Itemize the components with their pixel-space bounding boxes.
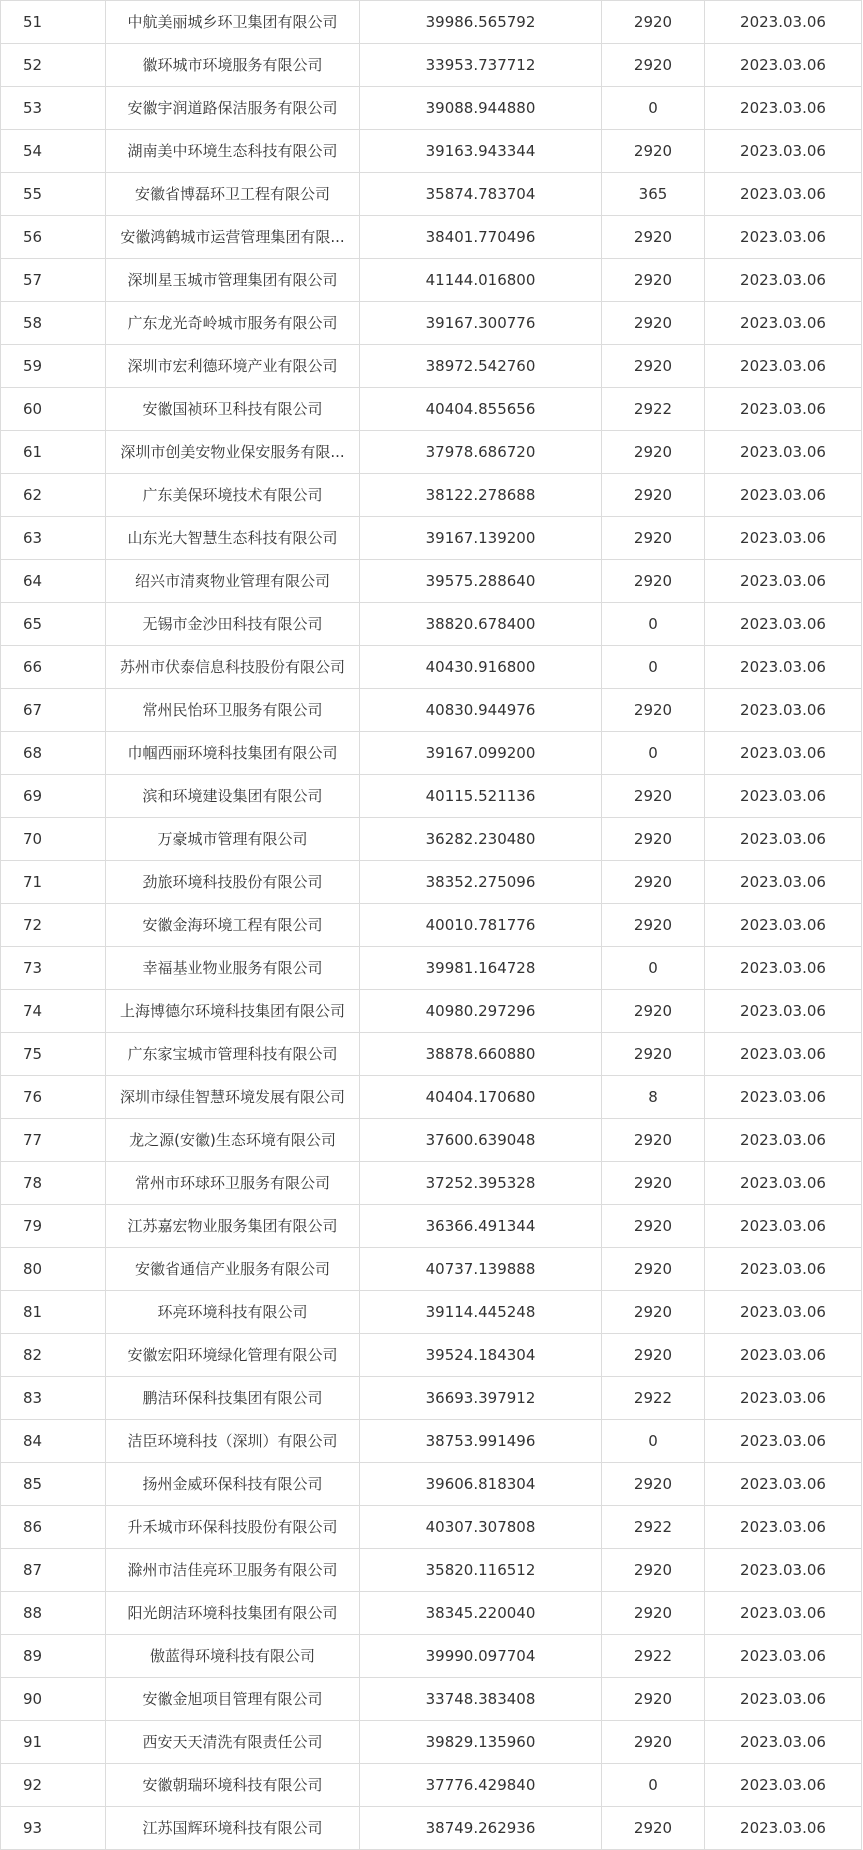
- row-number-cell: 56: [1, 216, 106, 259]
- bid-price-cell: 38820.678400: [360, 603, 602, 646]
- date-cell: 2023.03.06: [705, 1076, 862, 1119]
- days-cell: 0: [602, 646, 705, 689]
- date-cell: 2023.03.06: [705, 1119, 862, 1162]
- bid-price-cell: 40307.307808: [360, 1506, 602, 1549]
- row-number-cell: 91: [1, 1721, 106, 1764]
- bid-price-cell: 38122.278688: [360, 474, 602, 517]
- bid-price-cell: 38753.991496: [360, 1420, 602, 1463]
- table-row: [1, 431, 862, 474]
- date-cell: 2023.03.06: [705, 1162, 862, 1205]
- date-cell: 2023.03.06: [705, 517, 862, 560]
- days-cell: 365: [602, 173, 705, 216]
- date-cell: 2023.03.06: [705, 732, 862, 775]
- bid-price-cell: 39167.099200: [360, 732, 602, 775]
- days-cell: 2920: [602, 1807, 705, 1850]
- bid-price-cell: 38749.262936: [360, 1807, 602, 1850]
- row-number-cell: 90: [1, 1678, 106, 1721]
- table-row: [1, 1162, 862, 1205]
- days-cell: 2920: [602, 1291, 705, 1334]
- date-cell: 2023.03.06: [705, 216, 862, 259]
- table-row: [1, 646, 862, 689]
- date-cell: 2023.03.06: [705, 689, 862, 732]
- days-cell: 0: [602, 603, 705, 646]
- company-name-cell: 安徽金旭项目管理有限公司: [106, 1678, 360, 1721]
- table-row: [1, 1721, 862, 1764]
- row-number-cell: 93: [1, 1807, 106, 1850]
- row-number-cell: 78: [1, 1162, 106, 1205]
- table-row: [1, 87, 862, 130]
- date-cell: 2023.03.06: [705, 345, 862, 388]
- bid-price-cell: 37776.429840: [360, 1764, 602, 1807]
- date-cell: 2023.03.06: [705, 1635, 862, 1678]
- bid-price-cell: 40010.781776: [360, 904, 602, 947]
- days-cell: 2920: [602, 1592, 705, 1635]
- days-cell: 2920: [602, 1721, 705, 1764]
- date-cell: 2023.03.06: [705, 861, 862, 904]
- company-name-cell: 阳光朗洁环境科技集团有限公司: [106, 1592, 360, 1635]
- row-number-cell: 69: [1, 775, 106, 818]
- company-name-cell: 湖南美中环境生态科技有限公司: [106, 130, 360, 173]
- date-cell: 2023.03.06: [705, 1549, 862, 1592]
- table-row: [1, 1033, 862, 1076]
- row-number-cell: 65: [1, 603, 106, 646]
- days-cell: 0: [602, 732, 705, 775]
- bid-price-cell: 40737.139888: [360, 1248, 602, 1291]
- row-number-cell: 62: [1, 474, 106, 517]
- row-number-cell: 75: [1, 1033, 106, 1076]
- bid-price-cell: 37978.686720: [360, 431, 602, 474]
- row-number-cell: 73: [1, 947, 106, 990]
- table-row: [1, 1334, 862, 1377]
- bid-price-cell: 36366.491344: [360, 1205, 602, 1248]
- date-cell: 2023.03.06: [705, 1291, 862, 1334]
- company-name-cell: 洁臣环境科技（深圳）有限公司: [106, 1420, 360, 1463]
- bid-price-cell: 40430.916800: [360, 646, 602, 689]
- date-cell: 2023.03.06: [705, 990, 862, 1033]
- row-number-cell: 77: [1, 1119, 106, 1162]
- company-name-cell: 扬州金威环保科技有限公司: [106, 1463, 360, 1506]
- days-cell: 2920: [602, 990, 705, 1033]
- table-row: [1, 44, 862, 87]
- date-cell: 2023.03.06: [705, 1033, 862, 1076]
- row-number-cell: 84: [1, 1420, 106, 1463]
- days-cell: 2922: [602, 1635, 705, 1678]
- row-number-cell: 61: [1, 431, 106, 474]
- table-row: [1, 990, 862, 1033]
- days-cell: 2920: [602, 861, 705, 904]
- row-number-cell: 58: [1, 302, 106, 345]
- days-cell: 2920: [602, 1678, 705, 1721]
- date-cell: 2023.03.06: [705, 904, 862, 947]
- date-cell: 2023.03.06: [705, 603, 862, 646]
- row-number-cell: 83: [1, 1377, 106, 1420]
- days-cell: 2920: [602, 474, 705, 517]
- company-name-cell: 安徽鸿鹤城市运营管理集团有限...: [106, 216, 360, 259]
- days-cell: 2922: [602, 1506, 705, 1549]
- date-cell: 2023.03.06: [705, 44, 862, 87]
- table-row: [1, 1764, 862, 1807]
- bid-price-cell: 38878.660880: [360, 1033, 602, 1076]
- company-name-cell: 广东家宝城市管理科技有限公司: [106, 1033, 360, 1076]
- date-cell: 2023.03.06: [705, 1420, 862, 1463]
- company-name-cell: 龙之源(安徽)生态环境有限公司: [106, 1119, 360, 1162]
- bid-price-cell: 39114.445248: [360, 1291, 602, 1334]
- days-cell: 8: [602, 1076, 705, 1119]
- table-row: [1, 1076, 862, 1119]
- days-cell: 2920: [602, 345, 705, 388]
- company-name-cell: 常州民怡环卫服务有限公司: [106, 689, 360, 732]
- row-number-cell: 67: [1, 689, 106, 732]
- company-name-cell: 滁州市洁佳亮环卫服务有限公司: [106, 1549, 360, 1592]
- table-row: [1, 1291, 862, 1334]
- company-name-cell: 万豪城市管理有限公司: [106, 818, 360, 861]
- row-number-cell: 70: [1, 818, 106, 861]
- company-name-cell: 深圳市绿佳智慧环境发展有限公司: [106, 1076, 360, 1119]
- days-cell: 0: [602, 1420, 705, 1463]
- row-number-cell: 92: [1, 1764, 106, 1807]
- company-name-cell: 劲旅环境科技股份有限公司: [106, 861, 360, 904]
- bid-price-cell: 38352.275096: [360, 861, 602, 904]
- row-number-cell: 80: [1, 1248, 106, 1291]
- company-name-cell: 江苏嘉宏物业服务集团有限公司: [106, 1205, 360, 1248]
- bid-price-cell: 39606.818304: [360, 1463, 602, 1506]
- table-row: [1, 904, 862, 947]
- company-name-cell: 无锡市金沙田科技有限公司: [106, 603, 360, 646]
- bid-price-cell: 40830.944976: [360, 689, 602, 732]
- bid-price-cell: 41144.016800: [360, 259, 602, 302]
- row-number-cell: 74: [1, 990, 106, 1033]
- days-cell: 2922: [602, 388, 705, 431]
- table-row: [1, 1592, 862, 1635]
- row-number-cell: 51: [1, 1, 106, 44]
- bid-price-cell: 33748.383408: [360, 1678, 602, 1721]
- days-cell: 0: [602, 87, 705, 130]
- bid-price-cell: 35820.116512: [360, 1549, 602, 1592]
- table-row: [1, 1248, 862, 1291]
- table-row: [1, 818, 862, 861]
- table-row: [1, 775, 862, 818]
- date-cell: 2023.03.06: [705, 1248, 862, 1291]
- row-number-cell: 71: [1, 861, 106, 904]
- date-cell: 2023.03.06: [705, 775, 862, 818]
- date-cell: 2023.03.06: [705, 560, 862, 603]
- date-cell: 2023.03.06: [705, 431, 862, 474]
- date-cell: 2023.03.06: [705, 388, 862, 431]
- table-row: [1, 517, 862, 560]
- date-cell: 2023.03.06: [705, 818, 862, 861]
- bid-price-cell: 39167.139200: [360, 517, 602, 560]
- date-cell: 2023.03.06: [705, 173, 862, 216]
- row-number-cell: 85: [1, 1463, 106, 1506]
- bid-price-cell: 39990.097704: [360, 1635, 602, 1678]
- days-cell: 2920: [602, 1463, 705, 1506]
- company-name-cell: 安徽宇润道路保洁服务有限公司: [106, 87, 360, 130]
- bid-price-cell: 39163.943344: [360, 130, 602, 173]
- row-number-cell: 72: [1, 904, 106, 947]
- bid-price-cell: 35874.783704: [360, 173, 602, 216]
- date-cell: 2023.03.06: [705, 1377, 862, 1420]
- row-number-cell: 66: [1, 646, 106, 689]
- table-row: [1, 345, 862, 388]
- company-name-cell: 深圳市宏利德环境产业有限公司: [106, 345, 360, 388]
- days-cell: 2920: [602, 216, 705, 259]
- date-cell: 2023.03.06: [705, 130, 862, 173]
- table-row: [1, 1, 862, 44]
- bid-price-cell: 39088.944880: [360, 87, 602, 130]
- row-number-cell: 60: [1, 388, 106, 431]
- table-row: [1, 173, 862, 216]
- row-number-cell: 88: [1, 1592, 106, 1635]
- days-cell: 2920: [602, 44, 705, 87]
- table-row: [1, 1549, 862, 1592]
- company-name-cell: 升禾城市环保科技股份有限公司: [106, 1506, 360, 1549]
- row-number-cell: 59: [1, 345, 106, 388]
- row-number-cell: 81: [1, 1291, 106, 1334]
- row-number-cell: 79: [1, 1205, 106, 1248]
- bid-price-cell: 39167.300776: [360, 302, 602, 345]
- table-row: [1, 1119, 862, 1162]
- table-row: [1, 1635, 862, 1678]
- days-cell: 2920: [602, 1033, 705, 1076]
- bid-price-cell: 40115.521136: [360, 775, 602, 818]
- company-name-cell: 苏州市伏泰信息科技股份有限公司: [106, 646, 360, 689]
- table-row: [1, 388, 862, 431]
- company-name-cell: 安徽金海环境工程有限公司: [106, 904, 360, 947]
- days-cell: 2920: [602, 1, 705, 44]
- days-cell: 2920: [602, 1549, 705, 1592]
- company-name-cell: 巾帼西丽环境科技集团有限公司: [106, 732, 360, 775]
- bid-price-cell: 40404.855656: [360, 388, 602, 431]
- row-number-cell: 68: [1, 732, 106, 775]
- table-row: [1, 130, 862, 173]
- days-cell: 2920: [602, 1119, 705, 1162]
- days-cell: 2922: [602, 1377, 705, 1420]
- days-cell: 2920: [602, 431, 705, 474]
- company-name-cell: 上海博德尔环境科技集团有限公司: [106, 990, 360, 1033]
- days-cell: 2920: [602, 302, 705, 345]
- date-cell: 2023.03.06: [705, 1764, 862, 1807]
- table-row: [1, 1420, 862, 1463]
- days-cell: 2920: [602, 259, 705, 302]
- date-cell: 2023.03.06: [705, 1678, 862, 1721]
- row-number-cell: 89: [1, 1635, 106, 1678]
- bid-price-cell: 39575.288640: [360, 560, 602, 603]
- company-name-cell: 安徽宏阳环境绿化管理有限公司: [106, 1334, 360, 1377]
- date-cell: 2023.03.06: [705, 474, 862, 517]
- date-cell: 2023.03.06: [705, 1463, 862, 1506]
- table-row: [1, 302, 862, 345]
- bid-price-cell: 39524.184304: [360, 1334, 602, 1377]
- days-cell: 2920: [602, 1334, 705, 1377]
- bid-price-cell: 36693.397912: [360, 1377, 602, 1420]
- bid-price-cell: 39829.135960: [360, 1721, 602, 1764]
- company-name-cell: 江苏国辉环境科技有限公司: [106, 1807, 360, 1850]
- company-name-cell: 绍兴市清爽物业管理有限公司: [106, 560, 360, 603]
- company-name-cell: 安徽国祯环卫科技有限公司: [106, 388, 360, 431]
- table-row: [1, 1678, 862, 1721]
- days-cell: 2920: [602, 1205, 705, 1248]
- company-name-cell: 广东龙光奇岭城市服务有限公司: [106, 302, 360, 345]
- date-cell: 2023.03.06: [705, 1205, 862, 1248]
- date-cell: 2023.03.06: [705, 1506, 862, 1549]
- date-cell: 2023.03.06: [705, 259, 862, 302]
- row-number-cell: 86: [1, 1506, 106, 1549]
- table-row: [1, 1377, 862, 1420]
- row-number-cell: 82: [1, 1334, 106, 1377]
- company-name-cell: 安徽省博磊环卫工程有限公司: [106, 173, 360, 216]
- bid-price-cell: 38401.770496: [360, 216, 602, 259]
- company-name-cell: 滨和环境建设集团有限公司: [106, 775, 360, 818]
- company-name-cell: 中航美丽城乡环卫集团有限公司: [106, 1, 360, 44]
- days-cell: 2920: [602, 1248, 705, 1291]
- days-cell: 2920: [602, 1162, 705, 1205]
- company-name-cell: 傲蓝得环境科技有限公司: [106, 1635, 360, 1678]
- bid-price-cell: 37600.639048: [360, 1119, 602, 1162]
- row-number-cell: 57: [1, 259, 106, 302]
- company-name-cell: 山东光大智慧生态科技有限公司: [106, 517, 360, 560]
- table-row: [1, 861, 862, 904]
- row-number-cell: 55: [1, 173, 106, 216]
- bid-price-cell: 39981.164728: [360, 947, 602, 990]
- company-name-cell: 环亮环境科技有限公司: [106, 1291, 360, 1334]
- company-name-cell: 深圳星玉城市管理集团有限公司: [106, 259, 360, 302]
- table-row: [1, 1807, 862, 1850]
- bid-price-cell: 37252.395328: [360, 1162, 602, 1205]
- days-cell: 2920: [602, 560, 705, 603]
- bid-price-cell: 40404.170680: [360, 1076, 602, 1119]
- company-name-cell: 鹏洁环保科技集团有限公司: [106, 1377, 360, 1420]
- bid-price-cell: 36282.230480: [360, 818, 602, 861]
- table-row: [1, 560, 862, 603]
- company-name-cell: 常州市环球环卫服务有限公司: [106, 1162, 360, 1205]
- company-name-cell: 徽环城市环境服务有限公司: [106, 44, 360, 87]
- date-cell: 2023.03.06: [705, 1721, 862, 1764]
- date-cell: 2023.03.06: [705, 87, 862, 130]
- table-row: [1, 259, 862, 302]
- table-row: [1, 1205, 862, 1248]
- company-name-cell: 幸福基业物业服务有限公司: [106, 947, 360, 990]
- days-cell: 0: [602, 1764, 705, 1807]
- bid-price-cell: 38345.220040: [360, 1592, 602, 1635]
- row-number-cell: 52: [1, 44, 106, 87]
- row-number-cell: 63: [1, 517, 106, 560]
- date-cell: 2023.03.06: [705, 302, 862, 345]
- days-cell: 2920: [602, 517, 705, 560]
- table-row: [1, 216, 862, 259]
- company-name-cell: 深圳市创美安物业保安服务有限...: [106, 431, 360, 474]
- row-number-cell: 76: [1, 1076, 106, 1119]
- table-body: [1, 1, 862, 1850]
- table-row: [1, 603, 862, 646]
- table-row: [1, 1506, 862, 1549]
- company-name-cell: 西安天天清洗有限责任公司: [106, 1721, 360, 1764]
- table-row: [1, 689, 862, 732]
- table-row: [1, 474, 862, 517]
- table-row: [1, 732, 862, 775]
- days-cell: 2920: [602, 130, 705, 173]
- row-number-cell: 53: [1, 87, 106, 130]
- date-cell: 2023.03.06: [705, 1334, 862, 1377]
- date-cell: 2023.03.06: [705, 1807, 862, 1850]
- company-name-cell: 广东美保环境技术有限公司: [106, 474, 360, 517]
- row-number-cell: 64: [1, 560, 106, 603]
- table-row: [1, 1463, 862, 1506]
- bid-price-cell: 40980.297296: [360, 990, 602, 1033]
- days-cell: 2920: [602, 689, 705, 732]
- days-cell: 0: [602, 947, 705, 990]
- company-name-cell: 安徽省通信产业服务有限公司: [106, 1248, 360, 1291]
- bid-price-cell: 33953.737712: [360, 44, 602, 87]
- row-number-cell: 54: [1, 130, 106, 173]
- days-cell: 2920: [602, 775, 705, 818]
- date-cell: 2023.03.06: [705, 1592, 862, 1635]
- table-row: [1, 947, 862, 990]
- row-number-cell: 87: [1, 1549, 106, 1592]
- date-cell: 2023.03.06: [705, 646, 862, 689]
- bid-price-cell: 39986.565792: [360, 1, 602, 44]
- bid-price-cell: 38972.542760: [360, 345, 602, 388]
- date-cell: 2023.03.06: [705, 1, 862, 44]
- days-cell: 2920: [602, 904, 705, 947]
- company-name-cell: 安徽朝瑞环境科技有限公司: [106, 1764, 360, 1807]
- days-cell: 2920: [602, 818, 705, 861]
- date-cell: 2023.03.06: [705, 947, 862, 990]
